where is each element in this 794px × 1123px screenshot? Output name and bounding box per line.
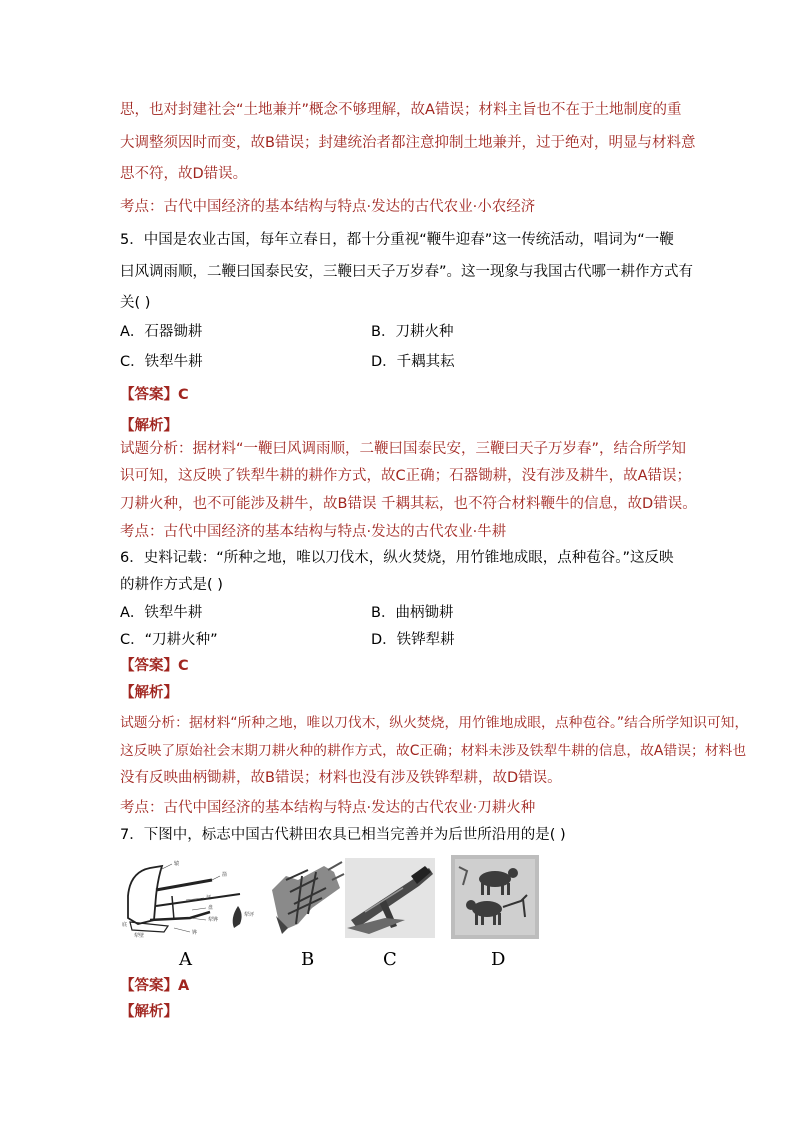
- svg-text:犁评: 犁评: [244, 912, 255, 918]
- option-c: C．铁犁牛耕: [120, 354, 203, 370]
- answer-tag: 【答案】C: [120, 658, 189, 674]
- option-b: B．曲柄锄耕: [371, 605, 454, 621]
- analysis-line: 没有反映曲柄锄耕，故B错误；材料也没有涉及铁铧犁耕，故D错误。: [120, 770, 562, 786]
- svg-text:辕: 辕: [174, 861, 180, 867]
- question-5-stem: 关( ): [120, 295, 151, 311]
- analysis-line: 这反映了原始社会末期刀耕火种的耕作方式，故C正确；材料未涉及铁犁牛耕的信息，故A错误；材料也: [120, 743, 747, 759]
- question-5-stem: 5．中国是农业古国，每年立春日，都十分重视“鞭牛迎春”这一传统活动，唱词为“一鞭: [120, 232, 674, 248]
- question-6-stem: 的耕作方式是( ): [120, 577, 223, 593]
- analysis-line: 识可知，这反映了铁犁牛耕的耕作方式，故C正确；石器锄耕，没有涉及耕牛，故A错误；: [120, 468, 692, 484]
- svg-text:盘: 盘: [208, 905, 214, 911]
- svg-text:铧: 铧: [192, 930, 198, 936]
- option-a: A．石器锄耕: [120, 324, 203, 340]
- answer-tag: 【答案】C: [120, 387, 189, 403]
- analysis-line: 试题分析：据材料“所种之地，唯以刀伐木，纵火焚烧，用竹锥地成眼，点种苞谷。”结合所学知识可知，: [120, 715, 749, 731]
- option-a: A．铁犁牛耕: [120, 605, 203, 621]
- kaodian-line: 考点：古代中国经济的基本结构与特点·发达的古代农业·刀耕火种: [120, 800, 536, 816]
- plough-photo-image: [345, 858, 435, 938]
- svg-text:箭: 箭: [222, 872, 228, 878]
- analysis-line: 思，也对封建社会“土地兼并”概念不够理解，故A错误；材料主旨也不在于土地制度的重: [120, 102, 682, 118]
- analysis-tag: 【解析】: [120, 1004, 178, 1020]
- analysis-tag: 【解析】: [120, 418, 178, 434]
- image-label-d: D: [491, 949, 506, 970]
- svg-text:底: 底: [122, 922, 128, 928]
- option-d: D．铁铧犁耕: [371, 632, 455, 648]
- question-6-stem: 6．史料记载：“所种之地，唯以刀伐木，纵火焚烧，用竹锥地成眼，点种苞谷。”这反映: [120, 550, 674, 566]
- hoe-tool-image: [268, 858, 348, 938]
- analysis-line: 思不符，故D错误。: [120, 166, 248, 182]
- svg-text:犁壁: 犁壁: [134, 933, 145, 938]
- option-c: C．“刀耕火种”: [120, 632, 218, 648]
- svg-text:評: 評: [206, 895, 212, 901]
- image-label-a: A: [179, 949, 192, 970]
- answer-tag: 【答案】A: [120, 978, 190, 994]
- kaodian-line: 考点：古代中国经济的基本结构与特点·发达的古代农业·小农经济: [120, 199, 536, 215]
- analysis-line: 刀耕火种，也不可能涉及耕牛，故B错误 千耦其耘，也不符合材料鞭牛的信息，故D错误。: [120, 496, 697, 512]
- question-5-stem: 曰风调雨顺，二鞭曰国泰民安，三鞭曰天子万岁春”。这一现象与我国古代哪一耕作方式有: [120, 264, 694, 280]
- image-label-c: C: [383, 949, 397, 970]
- plough-diagram-image: [120, 858, 270, 938]
- analysis-tag: 【解析】: [120, 685, 178, 701]
- analysis-line: 大调整须因时而变，故B错误；封建统治者都注意抑制土地兼并，过于绝对，明显与材料意: [120, 135, 696, 151]
- svg-text:犁铧: 犁铧: [208, 917, 219, 923]
- image-label-b: B: [301, 949, 315, 970]
- analysis-line: 试题分析：据材料“一鞭曰风调雨顺，二鞭曰国泰民安，三鞭曰天子万岁春”，结合所学知: [120, 441, 687, 457]
- ox-ploughing-mural-image: [451, 855, 539, 939]
- option-b: B．刀耕火种: [371, 324, 454, 340]
- option-d: D．千耦其耘: [371, 354, 455, 370]
- question-7-stem: 7．下图中，标志中国古代耕田农具已相当完善并为后世所沿用的是( ): [120, 827, 566, 843]
- kaodian-line: 考点：古代中国经济的基本结构与特点·发达的古代农业·牛耕: [120, 524, 507, 540]
